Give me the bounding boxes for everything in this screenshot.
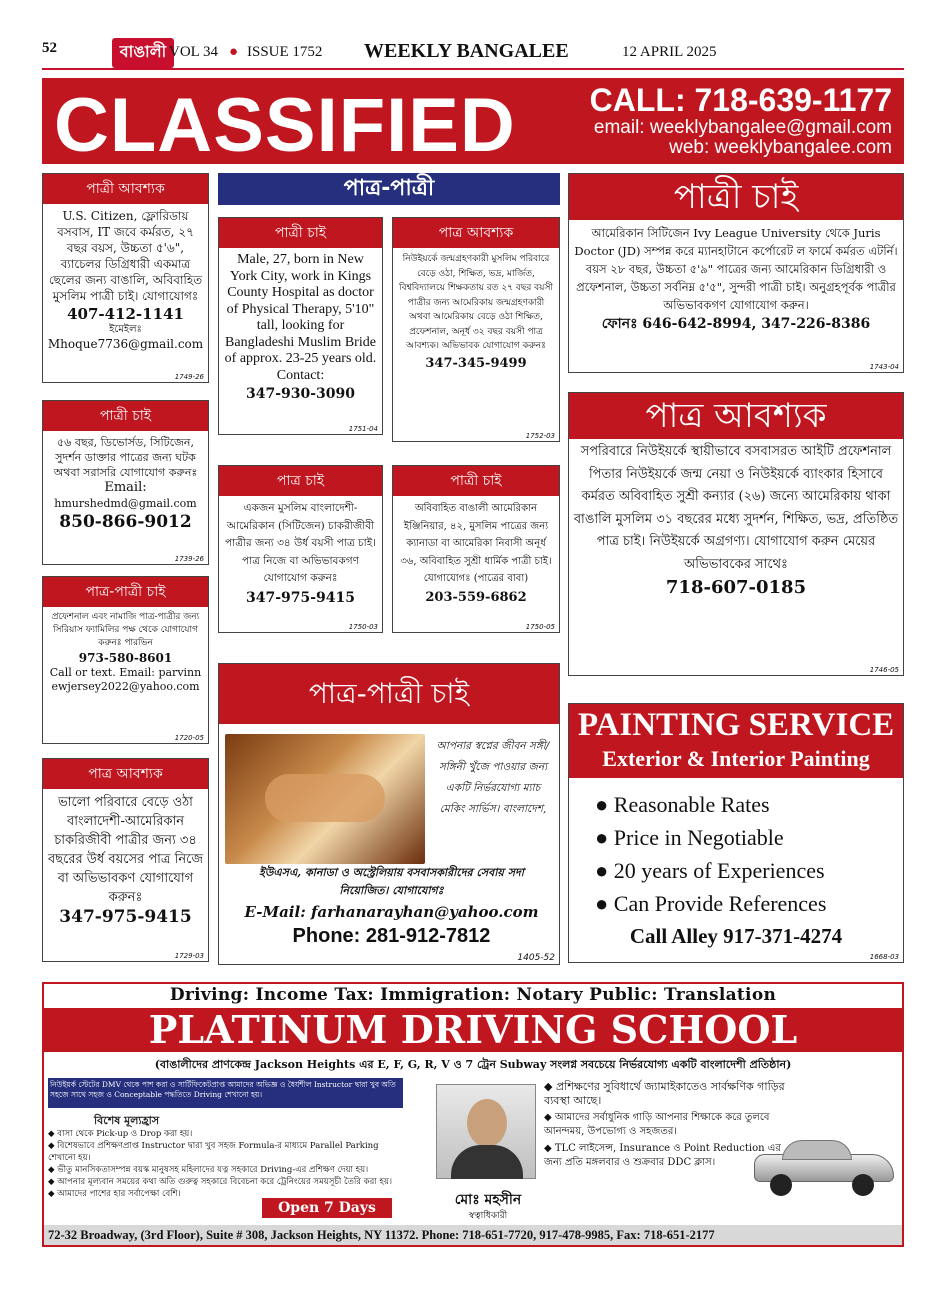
ad-code: 1752-03 (525, 432, 555, 440)
ad-c3 (568, 703, 904, 963)
ad-body: অবিবাহিত বাঙালী আমেরিকান ইঞ্জিনিয়ার, ৪২, মুসলিম পাত্রের জন্য ক্যানাডা বা আমেরিকা নিবাসী অনূর্ধ ৩৬, অবিবাহিত সুশ্রী ধার্মিক পাত্রী চাই। যোগাযোগঃ (পাত্রের বাবা) (400, 503, 552, 584)
feature-item: ◆ বাসা থেকে Pick-up ও Drop করা হয়। (48, 1129, 193, 1139)
owner-face (467, 1099, 507, 1147)
ad-code: 1739-26 (174, 555, 204, 563)
owner-suit (451, 1145, 523, 1179)
ad-phone: 347-345-9499 (425, 355, 527, 371)
ad-title: পাত্রী চাই (393, 466, 559, 496)
ad-email: hmurshedmd@gmail.com (54, 497, 197, 510)
hand-shape (265, 774, 385, 822)
ad-phone: 347-975-9415 (245, 589, 356, 606)
classified-banner (42, 78, 904, 168)
publication-name: WEEKLY BANGALEE (364, 40, 569, 62)
driving-school-ad (42, 982, 904, 1247)
ad-body: প্রফেশনাল এবং নামাজি পাত্র-পাত্রীর জন্য সিরিয়াস ফ্যামিলির পক্ষ থেকে যোগাযোগ করুনঃ পারভিন (51, 612, 200, 648)
ad-code: 1668-03 (869, 953, 899, 961)
ad-b2 (392, 217, 560, 442)
painting-header (569, 704, 903, 778)
ad-body: আমেরিকান সিটিজেন Ivy League University থেকে Juris Doctor (JD) সম্পন্ন করে ম্যানহাটানে কর্পোরেট ল ফার্মে কর্মরত এটর্নি। বয়স ২৮ বছর, উচ্চতা ৫'৯" পাত্রের জন্য আমেরিকান ডিগ্রিধারী ও প্রফেশনাল, উচ্চতা সর্বনিম্ন ৫'৫", সুন্দরী পাত্রী চাই। অনুগ্রহপূর্বক পাত্রীর অভিভাবকগণ যোগাযোগ করুন। (574, 226, 898, 312)
ad-title: পাত্র আবশ্যক (43, 759, 208, 789)
ad-phone: 407-412-1141 (67, 305, 184, 323)
open-days-badge: Open 7 Days (262, 1198, 392, 1218)
feature-item: ◆ আমাদের সর্বাধুনিক গাড়ি আপনার শিক্ষাকে করে তুলবে আনন্দময়, উপভোগ্য ও সহজতর। (544, 1112, 770, 1137)
ad-a2 (42, 400, 209, 565)
feature-item: ◆ আপনার মূল্যবান সময়ের কথা অতি গুরুত্ব সহকারে বিবেচনা করে ট্রেনিংয়ের সময়সূচী তৈরি করা হয়। (48, 1177, 392, 1187)
issue: ISSUE 1752 (247, 44, 323, 60)
ad-body: ভালো পরিবারে বেড়ে ওঠা বাংলাদেশী-আমেরিকান চাকরিজীবী পাত্রীর জন্য ৩৪ বছরের উর্ধ বয়সের পাত্র নিজে বা অভিভাবকণ যোগাযোগ করুনঃ (48, 795, 203, 905)
ad-phone: ফোনঃ 646-642-8994, 347-226-8386 (601, 316, 871, 332)
feature-item: ◆ বিশেষভাবে প্রশিক্ষণপ্রাপ্ত Instructor দ্বারা খুব সহজ Formula-র মাধ্যমে Parallel Parking শেখানো হয়। (48, 1141, 379, 1163)
ad-extra: Call or text. Email: parvinnewjersey2022@yahoo.com (49, 666, 202, 693)
feature-item: ◆ TLC লাইসেন্স, Insurance ও Point Reduction এর জন্য প্রতি মঙ্গলবার ও শুক্রবার DDC ক্লাস। (544, 1143, 781, 1168)
car-roof (782, 1140, 852, 1160)
car-wheel (770, 1174, 792, 1196)
ad-phone: 973-580-8601 (78, 651, 173, 665)
ad-phone: 850-866-9012 (59, 512, 192, 532)
banner-web: web: weeklybangalee.com (669, 137, 892, 158)
ad-body: একজন মুসলিম বাংলাদেশী-আমেরিকান (সিটিজেন) চাকরীজীবী পাত্রীর জন্য ৩৪ উর্ধ বয়সী পাত্র চাই। পাত্র নিজে বা অভিভাবকগণ যোগাযোগ করুনঃ (225, 502, 376, 584)
ad-code: 1749-26 (174, 373, 204, 381)
ad-body: সপরিবারে নিউইয়র্কে স্থায়ীভাবে বসবাসরত আইটি প্রফেশনাল পিতার নিউইয়র্কে জন্ম নেয়া ও নিউইয়র্কে ব্যাংকার হিসাবে কর্মরত অবিবাহিত সুশ্রী কন্যার (২৬) জন্যে আমেরিকায় থাকা বাঙালি মুসলিম ৩১ বছরের মধ্যে সুদর্শন, শিক্ষিত, ভদ্র, প্রতিষ্ঠিত পাত্র চাই। নিউইয়র্কে অগ্রগণ্য। যোগাযোগ করুন মেয়ের অভিভাবকের সাথেঃ (573, 444, 899, 572)
ad-body: U.S. Citizen, ফ্লোরিডায় বসবাস, IT জবে কর্মরত, ২৭ বছর বয়স, উচ্চতা ৫'৬", ব্যাচেলর ডিগ্রিধারী একমাত্র ছেলের জন্য বাঙালি, অবিবাহিত মুসলিম পাত্রী চাই। যোগাযোগঃ (48, 209, 203, 303)
page-header (42, 38, 904, 70)
ad-code: 1720-05 (174, 734, 204, 742)
left-feature-list (48, 1128, 400, 1200)
ad-code: 1746-05 (869, 666, 899, 674)
ad-body-2: ইউএসএ, কানাডা ও অস্ট্রেলিয়ায় বসবাসকারীদের সেবায় সদা নিয়োজিত। যোগাযোগঃ (259, 866, 524, 897)
bullet-item: ● Price in Negotiable (595, 825, 784, 850)
school-intro: নিউইয়র্ক স্টেটের DMV থেকে পাশ করা ও সার্টিফিকেটপ্রাপ্ত আমাদের অভিজ্ঞ ও ধৈর্যশীল Instructor দ্বারা খুব অতি সহজে সাথে সহজ ও Conceptable পদ্ধতিতে Driving শেখানো হয়। (48, 1078, 403, 1108)
ad-c1 (568, 173, 904, 373)
ad-title: পাত্র আবশ্যক (393, 218, 559, 248)
ad-call: Call Alley 917-371-4274 (629, 924, 843, 948)
ad-phone: 203-559-6862 (425, 589, 527, 605)
publication-logo: বাঙালী (112, 38, 174, 68)
ad-title: পাত্র-পাত্রী চাই (43, 577, 208, 607)
ad-phone: 347-930-3090 (245, 386, 356, 402)
bullet-list (569, 788, 903, 920)
ad-email: E-Mail: farhanarayhan@yahoo.com (244, 903, 539, 921)
ad-body: নিউইয়র্কে জন্মগ্রহণকারী মুসলিম পরিবারে বেড়ে ওঠা, শিক্ষিত, ভদ্র, মার্জিত, বিশ্ববিদ্যালয়ে শিক্ষকতায় রত ২৭ বছর বয়সী পাত্রীর জন্য আমেরিকায় জন্মগ্রহণকারী অথবা আমেরিকায় বেড়ে ওঠা শিক্ষিত, প্রফেশনাল, অনূর্ধ ৩২ বছর বয়সী পাত্র আবশ্যক। অভিভাবক যোগাযোগ করুনঃ (399, 254, 553, 351)
ad-email-label: Email: (104, 480, 147, 495)
ad-code: 1743-04 (869, 363, 899, 371)
ad-title: পাত্রী চাই (43, 401, 208, 431)
page-number: 52 (42, 40, 57, 56)
banner-title: CLASSIFIED (54, 83, 516, 168)
ad-title: পাত্রী আবশ্যক (43, 174, 208, 204)
couple-hands-image (225, 734, 425, 864)
ad-c2 (568, 392, 904, 676)
separator-dot: ● (229, 44, 239, 60)
ad-a1 (42, 173, 209, 383)
ad-code: 1750-05 (525, 623, 555, 631)
owner-name: মোঃ মহসীন (454, 1192, 522, 1208)
ad-subtitle: Exterior & Interior Painting (602, 746, 870, 771)
ad-title: পাত্র-পাত্রী চাই (219, 664, 559, 724)
banner-call: CALL: 718-639-1177 (589, 82, 892, 118)
ad-email: Mhoque7736@gmail.com (47, 337, 204, 351)
ad-title: PAINTING SERVICE (577, 707, 895, 743)
issue-date: 12 APRIL 2025 (622, 44, 717, 60)
ad-b4 (392, 465, 560, 633)
section-header: পাত্র-পাত্রী (218, 173, 560, 205)
ad-code: 1405-52 (517, 953, 555, 963)
ad-b1 (218, 217, 383, 435)
ad-phone: 347-975-9415 (59, 907, 192, 927)
ad-email-label: ইমেইলঃ (109, 324, 142, 335)
ad-body-1: আপনার স্বপ্নের জীবন সঙ্গী/সঙ্গিনী খুঁজে পাওয়ার জন্য একটি নির্ভরযোগ্য ম্যাচ মেকিং সার্ভিস। বাংলাদেশ, (436, 740, 550, 815)
services-line: Driving: Income Tax: Immigration: Notary Public: Translation (169, 985, 777, 1005)
owner-photo (436, 1084, 536, 1179)
banner-email: email: weeklybangalee@gmail.com (593, 117, 892, 138)
feature-item: ◆ আমাদের পাশের হার সর্বাপেক্ষা বেশি। (48, 1189, 181, 1199)
feature-item: ◆ প্রশিক্ষণের সুবিধার্থে জ্যামাইকাতেও সার্বক্ষণিক গাড়ির ব্যবস্থা আছে। (544, 1080, 785, 1107)
school-subline: (বাঙালীদের প্রাণকেন্দ্র Jackson Heights এর E, F, G, R, V ও 7 ট্রেন Subway সংলগ্ন সবচেয়ে নির্ভরযোগ্য একটি বাংলাদেশী প্রতিষ্ঠান) (154, 1058, 792, 1071)
ad-title: পাত্রী চাই (569, 174, 903, 220)
ad-a4 (42, 758, 209, 962)
ad-phone: Phone: 281-912-7812 (292, 925, 491, 947)
ad-title: পাত্র আবশ্যক (569, 393, 903, 439)
bullet-item: ● 20 years of Experiences (595, 858, 825, 883)
bullet-item: ● Can Provide References (595, 891, 827, 916)
ad-title: পাত্রী চাই (219, 218, 382, 248)
ad-b5 (218, 663, 560, 965)
ad-body: ৫৬ বছর, ডিভোর্সড, সিটিজেন, সুদর্শন ডাক্তার পাত্রের জন্য ঘটক অথবা সরাসরি যোগাযোগ করুনঃ (53, 436, 198, 479)
ad-body: Male, 27, born in New York City, work in Kings County Hospital as doctor of Physical Therapy, 5'10" tall, looking for Bangladeshi Muslim Bride of approx. 23-25 years old. Contact: (224, 252, 377, 383)
ad-a3 (42, 576, 209, 744)
ad-title: পাত্র চাই (219, 466, 382, 496)
volume: VOL 34 (169, 44, 219, 60)
school-address: 72-32 Broadway, (3rd Floor), Suite # 308, Jackson Heights, NY 11372. Phone: 718-651-7720, 917-478-9985, Fax: 718-651-2177 (44, 1225, 902, 1245)
banner-contact (594, 118, 892, 158)
ad-code: 1750-03 (348, 623, 378, 631)
ad-b3 (218, 465, 383, 633)
special-offer: বিশেষ মূল্যহ্রাস (94, 1114, 160, 1127)
ad-code: 1729-03 (174, 952, 204, 960)
bullet-item: ● Reasonable Rates (595, 792, 770, 817)
school-name: PLATINUM DRIVING SCHOOL (44, 1008, 902, 1052)
car-wheel (852, 1174, 874, 1196)
ad-phone: 718-607-0185 (665, 577, 807, 598)
feature-item: ◆ ভীতু মানসিকতাসম্পন্ন বয়স্ক মানুষসহ মহিলাদের যত্ন সহকারে Driving-এর প্রশিক্ষণ দেয়া হয়। (48, 1165, 369, 1175)
owner-title: স্বত্বাধিকারী (468, 1211, 508, 1221)
car-image (754, 1134, 894, 1194)
ad-code: 1751-04 (348, 425, 378, 433)
